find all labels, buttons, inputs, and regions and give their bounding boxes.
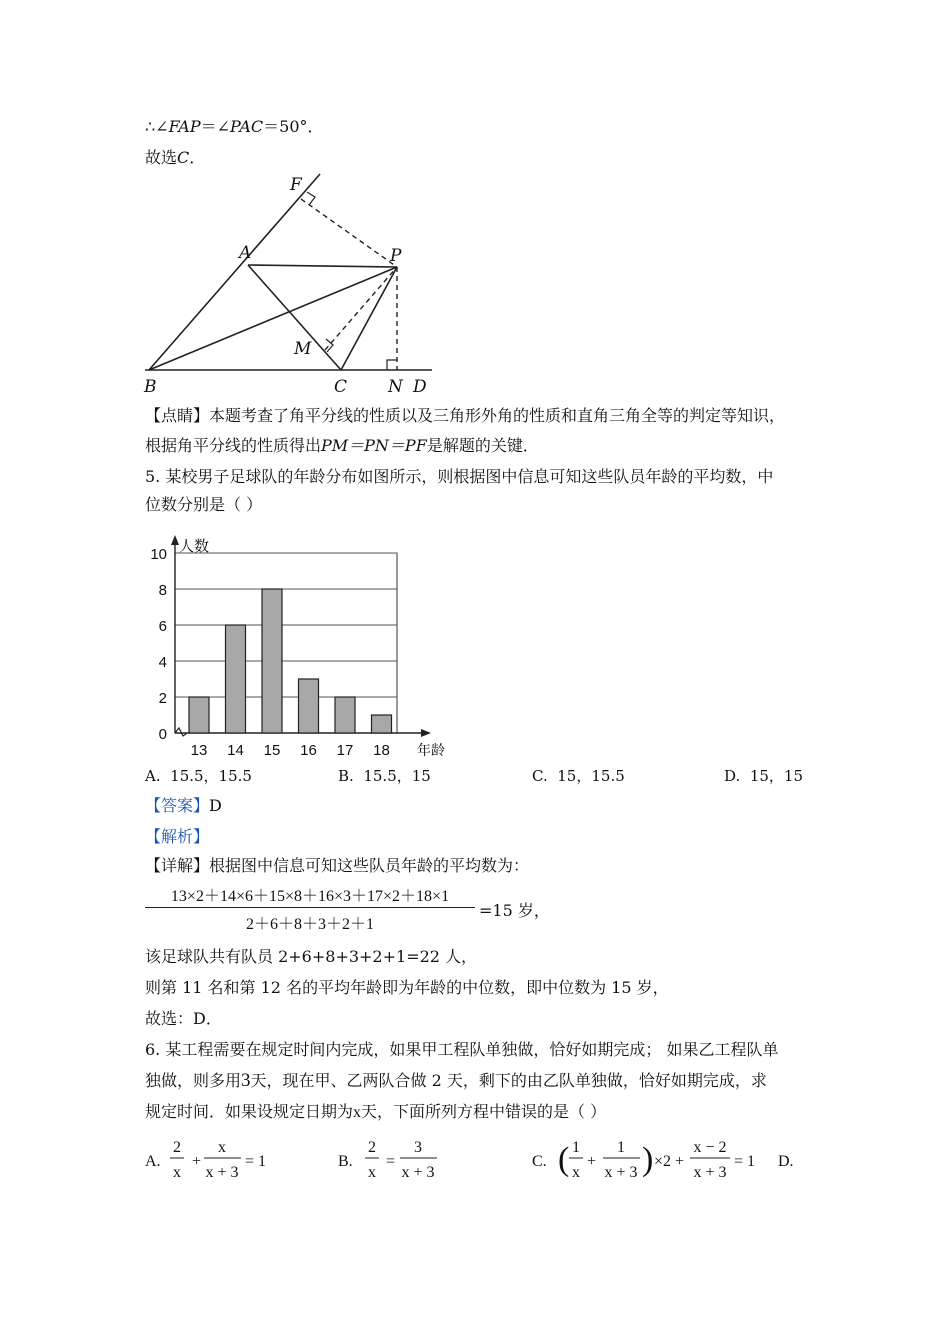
frac-num: x [218,1139,226,1156]
frac-den: x [173,1164,181,1181]
answer-tag: 【答案】 [145,796,210,815]
q6-options [140,1130,820,1190]
y-tick-label: 0 [158,726,167,743]
option-letter: C. [532,1153,547,1170]
answer-value: D [209,796,222,815]
label-d: D [413,377,427,397]
comment-tag: 【点睛】 [145,406,210,425]
comment-text-2b: 是解题的关键． [426,436,539,455]
answer-line [145,795,222,817]
frac-den: x [572,1164,580,1181]
frac-num: 3 [414,1139,422,1156]
option-text: 15.5，15.5 [170,767,252,785]
option-text: 15.5，15 [363,767,431,785]
option-letter: D. [778,1153,794,1170]
q6-text-3b: 天，下面所列方程中错误的是（ ） [361,1102,607,1121]
x-tick-label: 14 [227,742,244,759]
bar-age-16 [299,679,319,733]
y-tick-label: 6 [158,618,167,635]
q6-variable: x [353,1104,362,1121]
q5-option-a[interactable] [145,765,252,786]
x-axis-label: 年龄 [417,743,445,759]
label-a: A [239,243,252,263]
q6-text-3a: 规定时间．如果设规定日期为 [145,1102,354,1121]
mean-result: =15 岁， [479,901,550,920]
rhs: = 1 [734,1153,756,1170]
frac-den: x + 3 [205,1164,239,1181]
q6-option-b[interactable] [338,1139,437,1181]
plus-sign: + [587,1153,597,1170]
x-tick-label: 13 [190,742,208,759]
x-axis-arrow [421,729,431,737]
y-tick-label: 8 [158,582,167,599]
q6-option-c[interactable] [532,1139,755,1181]
label-m: M [294,339,312,359]
q6-stem-line-3 [145,1101,606,1124]
mean-numerator: 13×2＋14×6＋15×8＋16×3＋17×2＋18×1 [170,888,450,905]
frac-num: 1 [617,1139,625,1156]
comment-line-2 [145,435,539,457]
label-c: C [334,377,348,397]
frac-num: 1 [572,1139,580,1156]
total-players-line: 该足球队共有队员 2+6+8+3+2+1=22 人， [145,947,478,966]
frac-den: x + 3 [401,1164,435,1181]
choice-prefix: 故选 [145,148,178,167]
fraction-bar [145,907,475,908]
y-tick-label: 10 [150,546,167,563]
y-tick-label: 2 [158,690,167,707]
segment-bp [149,267,397,370]
choice-end: ． [189,148,206,167]
q6-text-2b: 天，现在甲、乙两队合做 2 天，剩下的由乙队单独做，恰好如期完成，求 [250,1071,767,1090]
x-tick-label: 15 [263,742,281,759]
right-paren: ) [642,1141,654,1178]
comment-text-2a: 根据角平分线的性质得出 [145,436,322,455]
bar-age-13 [189,697,209,733]
q6-option-a[interactable] [145,1139,266,1181]
frac-den: x + 3 [604,1164,638,1181]
x-tick-label: 16 [300,742,317,759]
q5-option-b[interactable] [338,765,431,786]
plus-sign: + [192,1153,202,1170]
option-letter: B. [338,1153,353,1170]
frac-den: x + 3 [693,1164,727,1181]
comment-line-1 [145,405,785,427]
q6-days-number: 3 [241,1070,251,1091]
comment-expr: PM＝PN＝PF [321,436,427,455]
conclusion-line [145,116,324,138]
option-text: 15，15.5 [557,767,625,785]
times-two: ×2 + [654,1153,685,1170]
q5-option-d[interactable] [724,765,803,786]
bar-age-14 [226,625,246,733]
label-p: P [390,246,402,266]
detail-tag: 【详解】 [145,856,210,875]
dashed-pm [325,267,397,350]
left-paren: ( [558,1141,570,1178]
option-letter: D. [724,767,741,785]
angle-value: ＝50°． [263,117,324,136]
option-letter: C. [532,767,548,785]
frac-num: 2 [173,1139,181,1156]
y-tick-label: 4 [158,654,167,671]
geometry-figure [140,172,440,397]
bar-age-18 [372,715,392,733]
rhs: = 1 [245,1153,267,1170]
bar-age-15 [262,589,282,733]
q6-text-2a: 独做，则多用 [145,1071,242,1090]
mean-denominator: 2＋6＋8＋3＋2＋1 [245,916,374,933]
axis-break [175,728,187,736]
analysis-tag: 【解析】 [145,827,210,846]
option-text: 15，15 [749,767,803,785]
age-bar-chart [140,528,445,759]
q6-stem-line-1: 6. 某工程需要在规定时间内完成，如果甲工程队单独做，恰好如期完成； 如果乙工程队单 [145,1040,779,1059]
label-n: N [388,377,403,397]
y-axis-label: 人数 [179,537,210,555]
right-angle-n [387,360,397,370]
label-f: F [290,175,302,195]
median-line: 则第 11 名和第 12 名的平均年龄即为年龄的中位数，即中位数为 15 岁， [145,978,669,997]
y-axis-arrow [171,535,179,545]
angle-fap: FAP [168,117,201,136]
equals-angle: ＝∠ [200,117,231,136]
right-angle-f [307,192,315,205]
q5-option-c[interactable] [532,765,625,786]
q5-stem-line-2: 位数分别是（ ） [145,495,263,514]
option-letter: A. [145,767,161,785]
equals-sign: = [386,1153,396,1170]
angle-pac: PAC [230,117,264,136]
q6-stem-line-2 [145,1070,767,1092]
detail-text: 根据图中信息可知这些队员年龄的平均数为： [209,856,530,875]
dashed-pf [301,199,397,267]
choice-line [145,147,205,169]
q5-choice-line: 故选：D． [145,1009,222,1028]
comment-text-1: 本题考查了角平分线的性质以及三角形外角的性质和直角三角全等的判定等知识， [209,406,786,425]
q5-stem-line-1: 5. 某校男子足球队的年龄分布如图所示，则根据图中信息可知这些队员年龄的平均数，中 [145,467,774,486]
segment-ap [248,265,397,267]
frac-num: 2 [368,1139,376,1156]
option-letter: A. [145,1153,161,1170]
detail-line [145,855,529,877]
q6-option-d[interactable] [778,1153,794,1170]
x-tick-label: 18 [373,742,390,759]
label-b: B [144,377,157,397]
bar-age-17 [335,697,355,733]
therefore-symbol: ∴∠ [145,117,169,136]
frac-num: x − 2 [693,1139,727,1156]
option-letter: B. [338,767,354,785]
x-tick-label: 17 [336,742,354,759]
frac-den: x [368,1164,376,1181]
segment-cp [341,267,397,370]
choice-letter: C [177,148,190,167]
